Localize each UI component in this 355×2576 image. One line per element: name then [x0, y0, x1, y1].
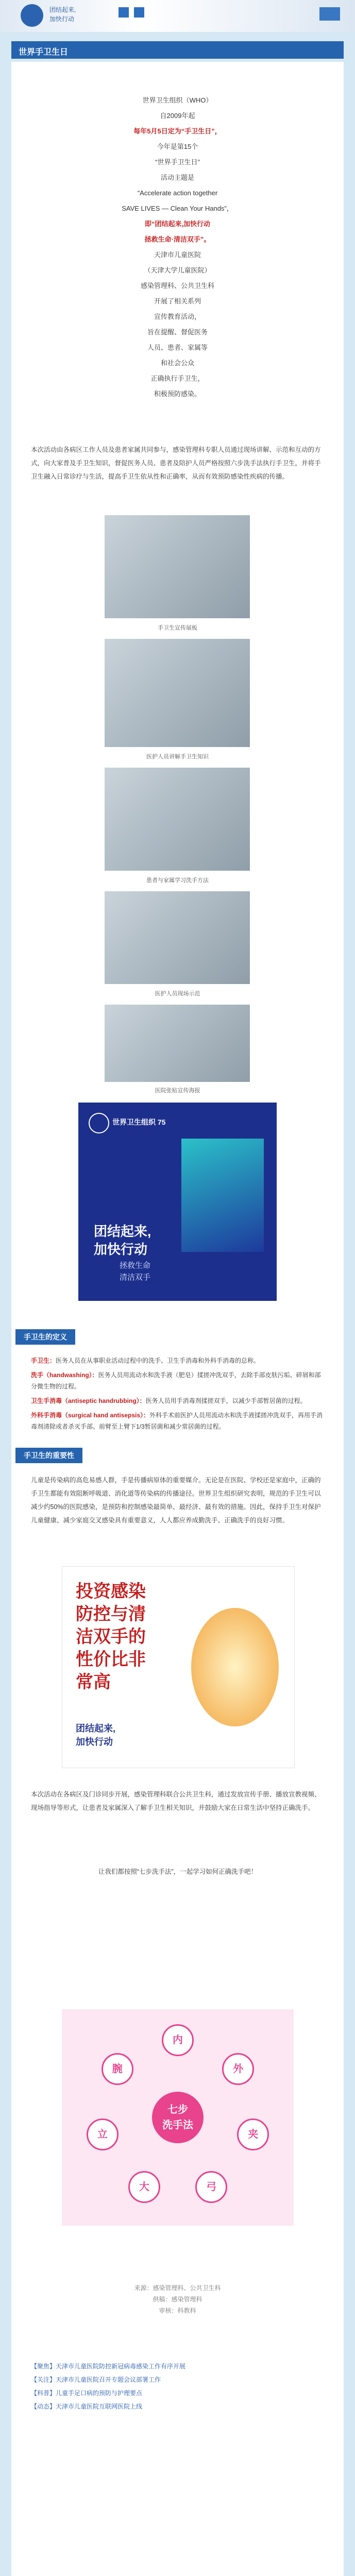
related-link[interactable]: 【关注】天津市儿童医院召开专题会议部署工作 [31, 2376, 161, 2383]
definition-text: 医务人员在从事职业活动过程中的洗手、卫生手消毒和外科手消毒的总称。 [56, 1357, 260, 1364]
photo-poster-wall [105, 1005, 250, 1082]
intro-line: 拯救生命·清洁双手”。 [144, 235, 211, 243]
intro-line: 开展了相关系列 [154, 297, 201, 305]
related-links [31, 2360, 325, 2413]
intro-line: 今年是第15个 [157, 143, 198, 150]
definition-text: 医务人员用流动水和洗手液（肥皂）揉搓冲洗双手，去除手部皮肤污垢、碎屑和部分微生物的过程。 [31, 1371, 321, 1390]
intro-line: 天津市儿童医院 [154, 251, 201, 259]
intro-line: 旨在提醒、督促医务 [147, 328, 208, 336]
seven-step-intro: 让我们都按照“七步洗手法”，一起学习如何正确洗手吧！ [98, 1868, 258, 1875]
invest-poster [62, 1566, 295, 1768]
seven-step-item: 大 [128, 2171, 160, 2203]
invest-line-1: 投资感染 [76, 1582, 146, 1601]
intro-line: SAVE LIVES — Clean Your Hands”， [122, 205, 233, 212]
seven-step-poster [62, 2009, 294, 2226]
seven-step-item: 立 [87, 2119, 119, 2150]
page-title-bar [11, 41, 344, 59]
invest-line-3: 洁双手的 [76, 1627, 146, 1647]
intro-line: 正确执行手卫生， [150, 375, 205, 382]
definition-term: 卫生手消毒（antiseptic handrubbing）： [31, 1397, 146, 1404]
section-header-importance: 手卫生的重要性 [15, 1448, 82, 1463]
poster-hands-graphic [181, 1139, 264, 1252]
intro-line: 人员、患者、家属等 [147, 344, 208, 351]
who-logo-text: 世界卫生组织 75 [112, 1118, 166, 1126]
photo-caption: 患者与家属学习洗手方法 [146, 877, 209, 884]
education-paragraph: 本次活动在各病区及门诊同步开展，感染管理科联合公共卫生科，通过发放宣传手册、播放宣教视频、现场指导等形式，让患者及家属深入了解手卫生相关知识，并鼓励大家在日常生活中坚持正确洗手。 [31, 1791, 321, 1811]
invest-foot-2: 加快行动 [76, 1737, 113, 1747]
coins-graphic [191, 1608, 279, 1726]
banner-square-icon [134, 7, 144, 18]
invest-line-5: 常高 [76, 1672, 111, 1692]
who-logo-icon [89, 1113, 109, 1133]
seven-step-item: 弓 [195, 2171, 227, 2203]
invest-line-2: 防控与清 [76, 1604, 146, 1624]
intro-line: 积极预防感染。 [154, 390, 201, 398]
intro-line: 世界卫生组织（WHO） [142, 96, 213, 104]
activity-paragraph: 本次活动由各病区工作人员及患者家属共同参与，感染管理科专职人员通过现场讲解、示范和互动的方式，向大家普及手卫生知识，督促医务人员、患者及陪护人员严格按照六步洗手法执行手卫生，并将手卫生融入日常诊疗与生活，提高手卫生依从性和正确率，从而有效预防感染性疾病的传播。 [31, 446, 321, 480]
photo-exhibition-board [105, 515, 250, 618]
definition-term: 外科手消毒（surgical hand antisepsis）： [31, 1412, 150, 1419]
credit-source: 来源：感染管理科、公共卫生科 [134, 2284, 221, 2292]
intro-line: （天津大学儿童医院） [144, 266, 211, 274]
definition-item [31, 1410, 325, 1432]
seven-step-item: 夹 [237, 2119, 269, 2150]
photo-caption: 医护人员讲解手卫生知识 [146, 754, 209, 760]
photo-caption: 医护人员现场示范 [155, 991, 200, 997]
intro-line: 感染管理科、公共卫生科 [140, 282, 214, 290]
photo-caption: 手卫生宣传展板 [158, 625, 197, 631]
importance-paragraph: 儿童是传染病的高危易感人群，手是传播病原体的重要媒介。无论是在医院、学校还是家庭中，正确的手卫生都能有效阻断呼吸道、消化道等传染病的传播途径。世界卫生组织研究表明，规范的手卫生可以减少约50%的医院感染，是预防和控制感染最简单、最经济、最有效的措施。因此，保持手卫生对保护儿童健康、减少家庭交叉感染具有重要意义，人人都应养成勤洗手、正确洗手的良好习惯。 [31, 1477, 321, 1524]
banner-line-1: 团结起来, [49, 6, 76, 13]
intro-line: 宣传教育活动， [154, 313, 201, 320]
definition-term: 手卫生： [31, 1357, 56, 1364]
banner-badge [319, 7, 340, 21]
banner-line-2: 加快行动 [49, 15, 75, 23]
related-link[interactable]: 【动态】天津市儿童医院互联网医院上线 [31, 2403, 143, 2410]
photo-staff-explaining [105, 639, 250, 747]
poster-line-2: 加快行动 [94, 1242, 148, 1257]
intro-line: 每年5月5日定为“手卫生日”， [133, 127, 222, 135]
poster-line-3: 拯救生命 [120, 1261, 151, 1270]
section-header-definition: 手卫生的定义 [15, 1329, 75, 1345]
intro-line: 活动主题是 [160, 174, 194, 181]
intro-block [11, 93, 344, 402]
photo-caption: 医院张贴宣传海报 [155, 1088, 200, 1094]
credit-writer: 供稿：感染管理科 [153, 2296, 202, 2303]
definition-text: 外科手术前医护人员用流动水和洗手液揉搓冲洗双手，再用手消毒剂清除或者杀灭手部、前臂至上臂下1/3暂居菌和减少常居菌的过程。 [31, 1412, 323, 1430]
definition-list [31, 1355, 325, 1435]
top-banner [0, 0, 355, 32]
banner-square-icon [119, 7, 129, 18]
intro-line: “Accelerate action together [137, 189, 218, 197]
poster-line-1: 团结起来, [94, 1224, 151, 1239]
seven-step-center: 七步 洗手法 [152, 2092, 204, 2143]
definition-text: 医务人员用手消毒剂揉搓双手，以减少手部暂居菌的过程。 [145, 1397, 307, 1404]
page-title: 世界手卫生日 [19, 48, 69, 57]
poster-line-4: 清洁双手 [120, 1273, 151, 1282]
credits [11, 2282, 344, 2316]
intro-line: 即“团结起来,加快行动 [144, 220, 211, 228]
intro-line: 和社会公众 [160, 359, 194, 367]
invest-foot-1: 团结起来, [76, 1723, 116, 1734]
intro-line: 自2009年起 [160, 112, 195, 120]
intro-line: “世界手卫生日” [155, 158, 200, 166]
definition-item [31, 1355, 325, 1366]
definition-item [31, 1369, 325, 1392]
who-poster [78, 1103, 277, 1301]
definition-term: 洗手（handwashing）： [31, 1371, 98, 1379]
globe-logo-icon [21, 4, 43, 27]
invest-line-4: 性价比非 [76, 1650, 146, 1669]
seven-step-item: 外 [222, 2053, 254, 2085]
related-link[interactable]: 【聚焦】天津市儿童医院防控新冠病毒感染工作有序开展 [31, 2363, 186, 2370]
related-link[interactable]: 【科普】儿童手足口病的预防与护理要点 [31, 2389, 143, 2397]
photo-staff-demo [105, 891, 250, 984]
definition-item [31, 1395, 325, 1406]
credit-reviewer: 审核：科教科 [159, 2307, 196, 2314]
seven-step-item: 内 [162, 2024, 194, 2056]
photo-patients-learning [105, 768, 250, 871]
seven-step-item: 腕 [102, 2053, 133, 2085]
